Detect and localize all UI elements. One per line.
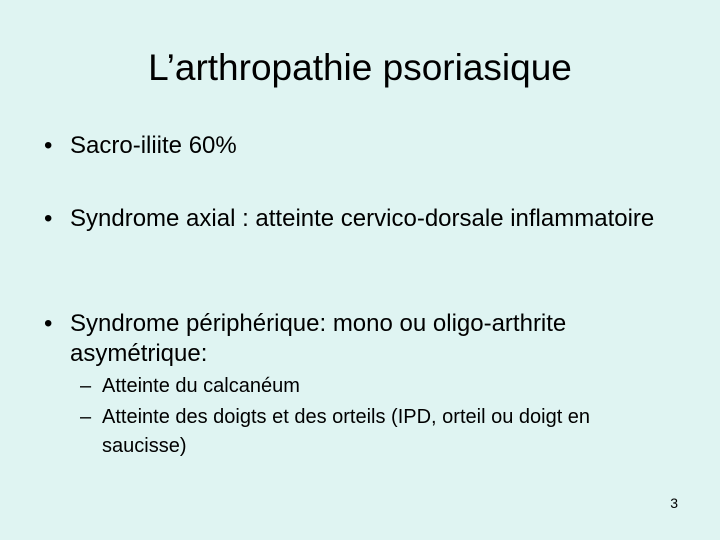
bullet-item-syndrome-axial (44, 204, 684, 234)
bullet-dot-icon: • (44, 132, 53, 159)
slide-title: L’arthropathie psoriasique (148, 47, 572, 88)
bullet-dot-icon: • (44, 205, 53, 232)
sub-bullet-item-calcaneum (80, 372, 670, 401)
bullet-text: Sacro-iliite 60% (70, 132, 237, 159)
sub-bullet-item-doigts-orteils (80, 403, 670, 461)
bullet-dot-icon: • (44, 310, 53, 337)
bullet-item-sacro-iliite (44, 131, 684, 161)
sub-bullet-dash-icon: – (80, 406, 92, 428)
page-number: 3 (670, 495, 678, 511)
sub-bullet-text: Atteinte des doigts et des orteils (IPD, orteil ou doigt en saucisse) (102, 406, 591, 457)
bullet-text: Syndrome périphérique: mono ou oligo-arthrite asymétrique: (70, 310, 567, 367)
sub-bullet-text: Atteinte du calcanéum (102, 375, 300, 397)
sub-bullet-dash-icon: – (80, 375, 92, 397)
bullet-text: Syndrome axial : atteinte cervico-dorsale inflammatoire (70, 205, 655, 232)
bullet-item-syndrome-peripherique (44, 309, 684, 369)
